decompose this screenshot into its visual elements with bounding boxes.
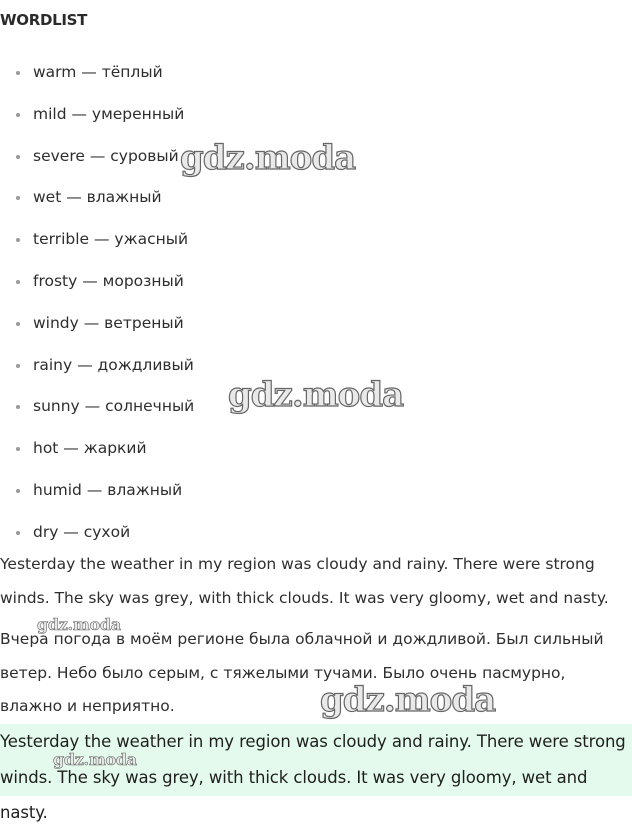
wordlist (0, 52, 194, 554)
watermark: gdz.moda (320, 680, 496, 720)
paragraph-russian: Вчера погода в моём регионе была облачной и дождливой. Был сильный ветер. Небо было серым, с тяжелыми тучами. Было очень пасмурно, влажно и неприятно. (0, 630, 604, 715)
watermark: gdz.moda (228, 375, 404, 415)
list-item: severe — суровый (0, 136, 194, 178)
list-item: mild — умеренный (0, 94, 194, 136)
list-item: wet — влажный (0, 177, 194, 219)
watermark: gdz.moda (53, 750, 137, 769)
list-item: humid — влажный (0, 470, 194, 512)
list-item: frosty — морозный (0, 261, 194, 303)
list-item: sunny — солнечный (0, 386, 194, 428)
list-item: windy — ветреный (0, 303, 194, 345)
list-item: rainy — дождливый (0, 345, 194, 387)
list-item: hot — жаркий (0, 428, 194, 470)
paragraph-english: Yesterday the weather in my region was cloudy and rainy. There were strong winds. The sky was grey, with thick clouds. It was very gloomy, wet and nasty. (0, 555, 609, 607)
list-item: dry — сухой (0, 512, 194, 554)
highlighted-answer-text: Yesterday the weather in my region was cloudy and rainy. There were strong winds. The sky was grey, with thick clouds. It was very gloomy, wet and nasty. (0, 732, 626, 822)
wordlist-heading: WORDLIST (0, 11, 88, 29)
list-item: warm — тёплый (0, 52, 194, 94)
watermark: gdz.moda (180, 138, 356, 178)
list-item: terrible — ужасный (0, 219, 194, 261)
watermark: gdz.moda (37, 615, 121, 634)
